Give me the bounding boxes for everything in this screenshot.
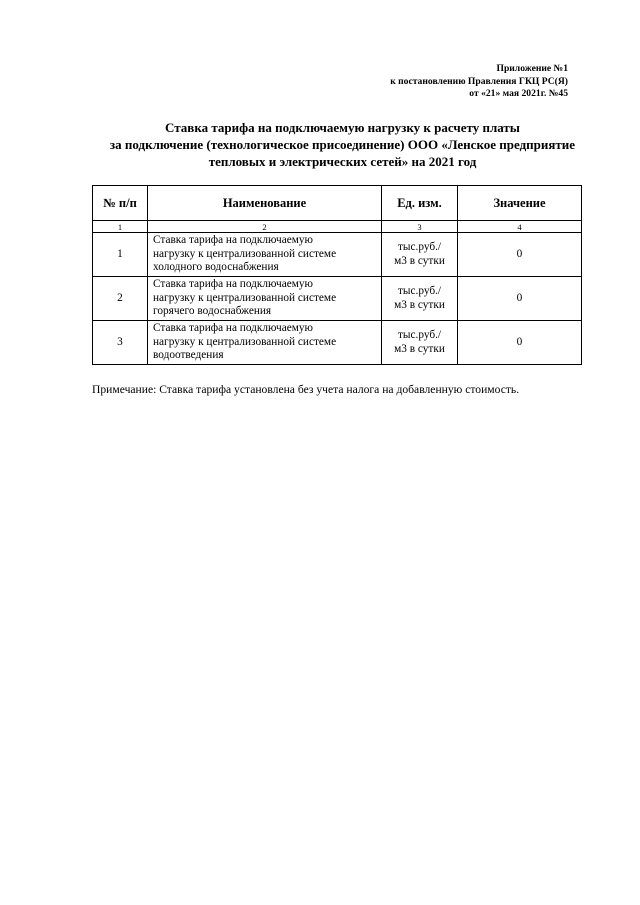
row-unit [382, 277, 458, 321]
row-value: 0 [458, 321, 582, 365]
row-number: 3 [93, 321, 148, 365]
column-number: 3 [382, 221, 458, 233]
row-unit-line: тыс.руб./ [397, 328, 442, 341]
row-unit-line: м3 в сутки [394, 342, 445, 355]
tariff-table [92, 185, 582, 365]
row-name [148, 233, 382, 277]
row-number: 1 [93, 233, 148, 277]
row-unit [382, 233, 458, 277]
column-numbers-row [93, 221, 582, 233]
row-name-line: Ставка тарифа на подключаемую [153, 234, 313, 247]
header-number: № п/п [93, 186, 148, 221]
column-number: 2 [148, 221, 382, 233]
row-name-line: водоотведения [153, 349, 224, 362]
vat-note: Примечание: Ставка тарифа установлена без учета налога на добавленную стоимость. [92, 383, 520, 396]
row-unit-line: м3 в сутки [394, 298, 445, 311]
row-name-line: нагрузку к централизованной системе [153, 335, 337, 348]
column-number: 4 [458, 221, 582, 233]
row-name [148, 277, 382, 321]
table-row [93, 321, 582, 365]
table-row [93, 277, 582, 321]
appendix-number: Приложение №1 [496, 63, 568, 74]
row-unit-line: тыс.руб./ [397, 284, 442, 297]
row-name-line: горячего водоснабжения [153, 305, 272, 318]
header-unit: Ед. изм. [382, 186, 458, 221]
row-name-line: нагрузку к централизованной системе [153, 247, 337, 260]
document-title [80, 119, 605, 170]
row-name-line: Ставка тарифа на подключаемую [153, 322, 313, 335]
row-name [148, 321, 382, 365]
column-number: 1 [93, 221, 148, 233]
row-value: 0 [458, 233, 582, 277]
row-unit-line: м3 в сутки [394, 254, 445, 267]
row-value: 0 [458, 277, 582, 321]
header-value: Значение [458, 186, 582, 221]
header-name: Наименование [148, 186, 382, 221]
row-number: 2 [93, 277, 148, 321]
title-line-3: тепловых и электрических сетей» на 2021 год [208, 154, 477, 169]
appendix-header [390, 63, 568, 101]
appendix-date: от «21» мая 2021г. №45 [469, 88, 568, 99]
row-name-line: нагрузку к централизованной системе [153, 291, 337, 304]
row-unit [382, 321, 458, 365]
row-name-line: холодного водоснабжения [153, 261, 279, 274]
table-row [93, 233, 582, 277]
title-line-2: за подключение (технологическое присоединение) ООО «Ленское предприятие [109, 137, 576, 152]
appendix-resolution: к постановлению Правления ГКЦ РС(Я) [390, 75, 568, 87]
title-line-1: Ставка тарифа на подключаемую нагрузку к расчету платы [165, 120, 520, 135]
row-name-line: Ставка тарифа на подключаемую [153, 278, 313, 291]
table-header-row [93, 186, 582, 221]
row-unit-line: тыс.руб./ [397, 240, 442, 253]
